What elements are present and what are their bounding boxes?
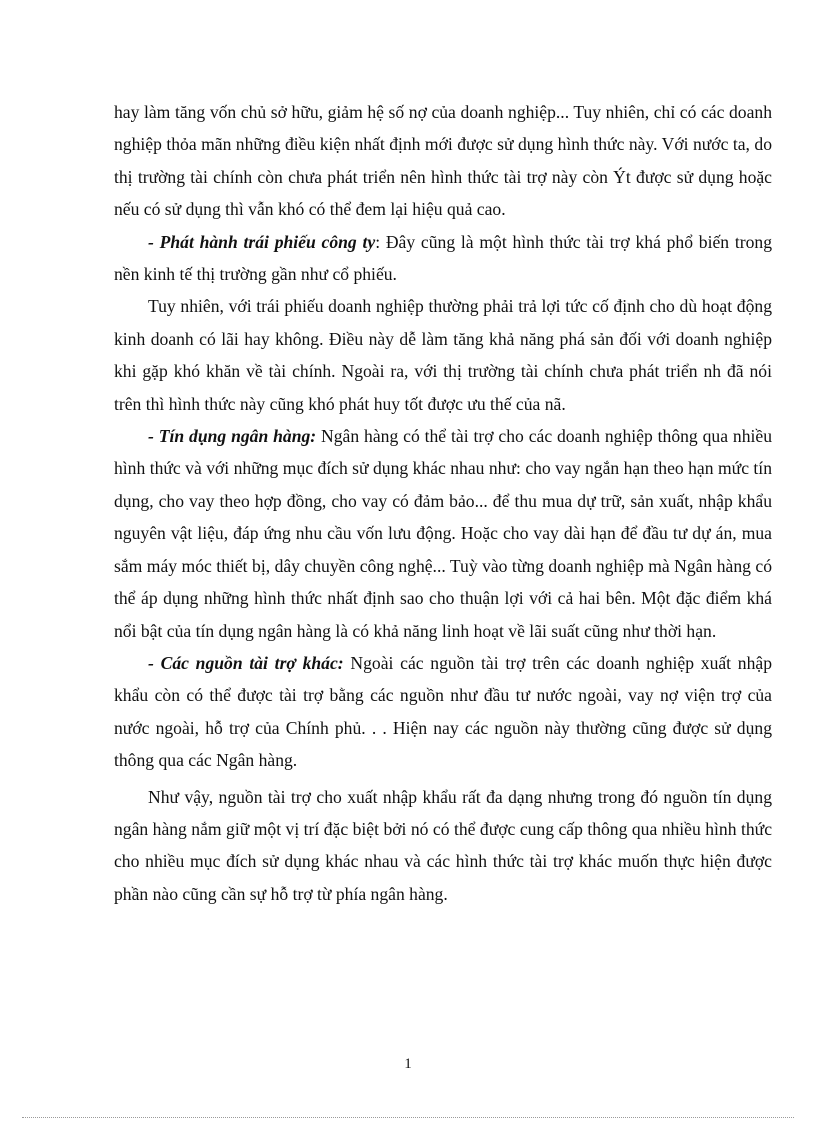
paragraph-text: Tuy nhiên, với trái phiếu doanh nghiệp thường phải trả lợi tức cố định cho dù hoạt động kinh doanh có lãi hay không. Điều này dễ làm tăng khả năng phá sản đối với doanh nghiệp khi gặp khó khăn về tài chính. Ngoài ra, với thị trường tài chính chưa phát triển nh đã nói trên thì hình thức này cũng khó phát huy tốt được ưu thế của nã. xyxy=(114,296,772,414)
page-number: 1 xyxy=(404,1056,412,1072)
paragraph-text: Ngoài các nguồn tài trợ trên các doanh nghiệp xuất nhập khẩu còn có thể được tài trợ bằng các nguồn như đầu tư nước ngoài, vay nợ viện trợ của nước ngoài, hỗ trợ của Chính phủ. . . Hiện nay các nguồn này thường cũng được sử dụng thông qua các Ngân hàng. xyxy=(114,652,773,771)
paragraph-text: Ngân hàng có thể tài trợ cho các doanh nghiệp thông qua nhiều hình thức và với những mục đích sử dụng khác nhau như: cho vay ngắn hạn theo hạn mức tín dụng, cho vay theo hợp đồng, cho vay có đảm bảo... để thu mua dự trữ, sản xuất, nhập khẩu nguyên vật liệu, đáp ứng nhu cầu vốn lưu động. Hoặc cho vay dài hạn để đầu tư dự án, mua sắm máy móc thiết bị, dây chuyền công nghệ... Tuỳ vào từng doanh nghiệp mà Ngân hàng có thể áp dụng những hình thức nhất định sao cho thuận lợi với cả hai bên. Một đặc điểm khá nổi bật của tín dụng ngân hàng là có khả năng linh hoạt về lãi suất cũng như thời hạn. xyxy=(114,426,772,641)
paragraph-text: hay làm tăng vốn chủ sở hữu, giảm hệ số nợ của doanh nghiệp... Tuy nhiên, chỉ có các doanh nghiệp thỏa mãn những điều kiện nhất định mới được sử dụng hình thức này. Với nước ta, do thị trường tài chính còn chưa phát triển nên hình thức tài trợ này còn Ýt được sử dụng hoặc nếu có sử dụng thì vẫn khó có thể đem lại hiệu quả cao. xyxy=(114,102,772,220)
paragraph-intro xyxy=(114,96,772,226)
page-bottom-divider xyxy=(22,1117,794,1118)
paragraph-text: : Đây cũng là một hình thức tài trợ khá phổ biến trong nền kinh tế thị trường gần như cổ phiếu. xyxy=(114,231,772,285)
paragraph-conclusion xyxy=(114,781,772,911)
paragraph-bond-issuance xyxy=(114,226,772,291)
paragraph-text: Như vậy, nguồn tài trợ cho xuất nhập khẩu rất đa dạng nhưng trong đó nguồn tín dụng ngân hàng nắm giữ một vị trí đặc biệt bởi nó có thể được cung cấp thông qua nhiều hình thức cho nhiều mục đích sử dụng khác nhau và các hình thức tài trợ khác muốn thực hiện được phần nào cũng cần sự hỗ trợ từ phía ngân hàng. xyxy=(114,786,772,904)
paragraph-bond-drawbacks xyxy=(114,290,772,420)
paragraph-other-sources xyxy=(114,647,772,777)
section-heading-bond-issuance: - Phát hành trái phiếu công ty xyxy=(148,231,376,252)
document-body xyxy=(114,96,772,910)
paragraph-bank-credit xyxy=(114,420,772,647)
section-heading-other-sources: - Các nguồn tài trợ khác: xyxy=(148,652,344,673)
section-heading-bank-credit: - Tín dụng ngân hàng: xyxy=(148,426,317,447)
